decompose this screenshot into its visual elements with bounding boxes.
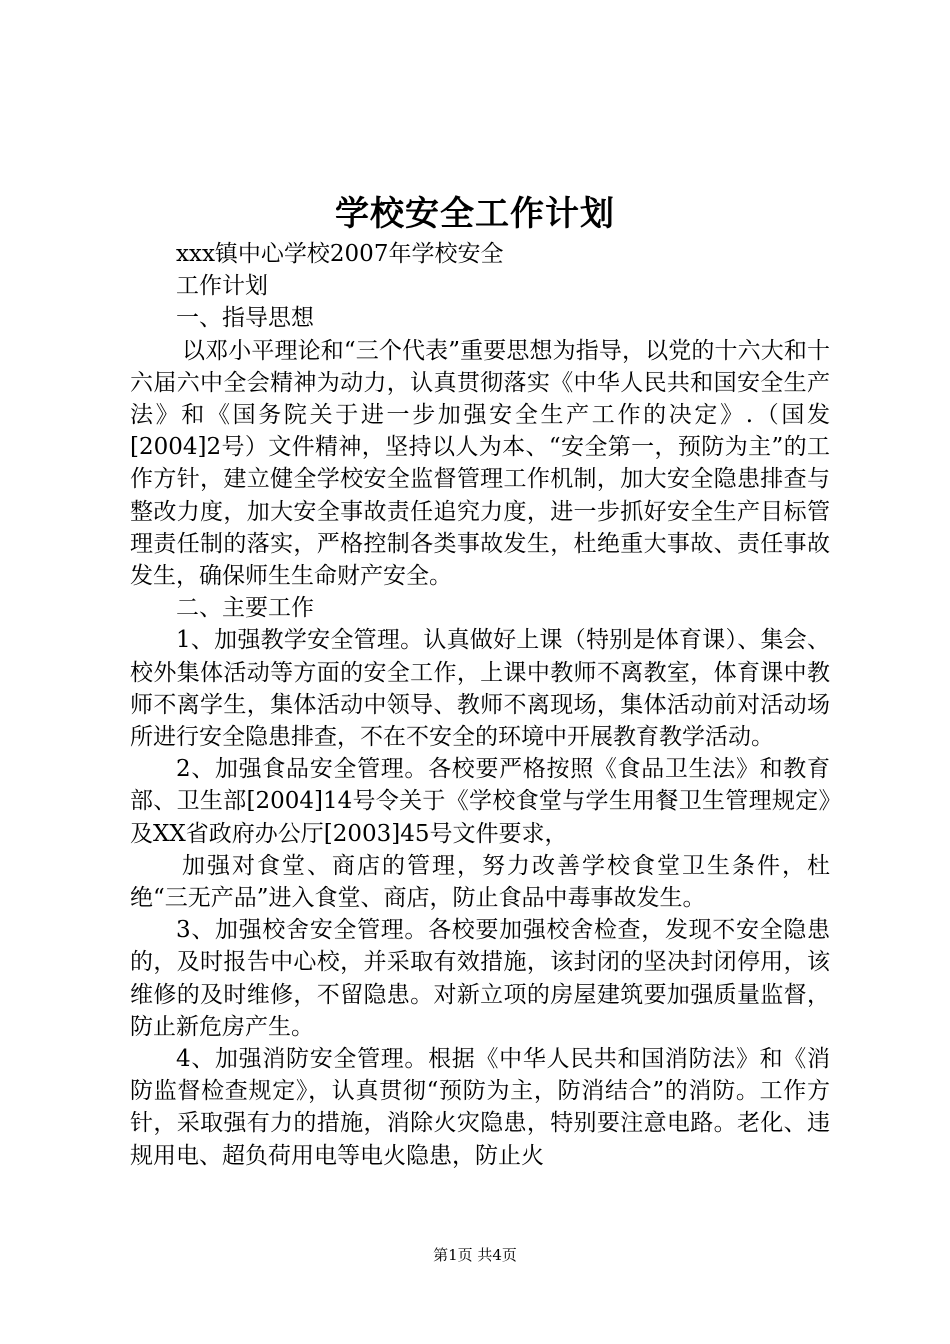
paragraph-fire-safety: 4、加强消防安全管理。根据《中华人民共和国消防法》和《消防监督检查规定》，认真贯彻“预防为主，防消结合”的消防。工作方针，采取强有力的措施，消除火灾隐患，特别要注意电路。老化、违规用电、超负荷用电等电火隐患，防止火 bbox=[130, 1046, 830, 1169]
subtitle-line: 工作计划 bbox=[176, 273, 268, 300]
document-title: 学校安全工作计划 bbox=[335, 194, 615, 234]
paragraph-building-safety: 3、加强校舍安全管理。各校要加强校舍检查，发现不安全隐患的，及时报告中心校，并采取有效措施，该封闭的坚决封闭停用，该维修的及时维修，不留隐患。对新立项的房屋建筑要加强质量监督，防止新危房产生。 bbox=[130, 917, 830, 1040]
section-heading-guiding-ideology: 一、指导思想 bbox=[176, 305, 314, 332]
school-name-line: xxx镇中心学校2007年学校安全 bbox=[176, 241, 504, 267]
paragraph-teaching-safety: 1、加强教学安全管理。认真做好上课（特别是体育课）、集会、校外集体活动等方面的安全工作，上课中教师不离教室，体育课中教师不离学生，集体活动中领导、教师不离现场，集体活动前对活动场所进行安全隐患排查，不在不安全的环境中开展教育教学活动。 bbox=[130, 627, 830, 751]
paragraph-guiding-ideology: 以邓小平理论和“三个代表”重要思想为指导，以党的十六大和十六届六中全会精神为动力，认真贯彻落实《中华人民共和国安全生产法》和《国务院关于进一步加强安全生产工作的决定》.（国发[2004]2号）文件精神，坚持以人为本、“安全第一，预防为主”的工作方针，建立健全学校安全监督管理工作机制，加大安全隐患排查与整改力度，加大安全事故责任追究力度，进一步抓好安全生产目标管理责任制的落实，严格控制各类事故发生，杜绝重大事故、责任事故发生，确保师生生命财产安全。 bbox=[130, 337, 830, 590]
paragraph-canteen-management: 加强对食堂、商店的管理，努力改善学校食堂卫生条件，杜绝“三无产品”进入食堂、商店，防止食品中毒事故发生。 bbox=[130, 852, 830, 912]
document-body bbox=[130, 238, 830, 1172]
paragraph-food-safety: 2、加强食品安全管理。各校要严格按照《食品卫生法》和教育部、卫生部[2004]14号令关于《学校食堂与学生用餐卫生管理规定》及XX省政府办公厅[2003]45号文件要求， bbox=[130, 756, 830, 847]
page-number: 第1页 共4页 bbox=[433, 1246, 517, 1264]
section-heading-main-work: 二、主要工作 bbox=[176, 595, 314, 622]
